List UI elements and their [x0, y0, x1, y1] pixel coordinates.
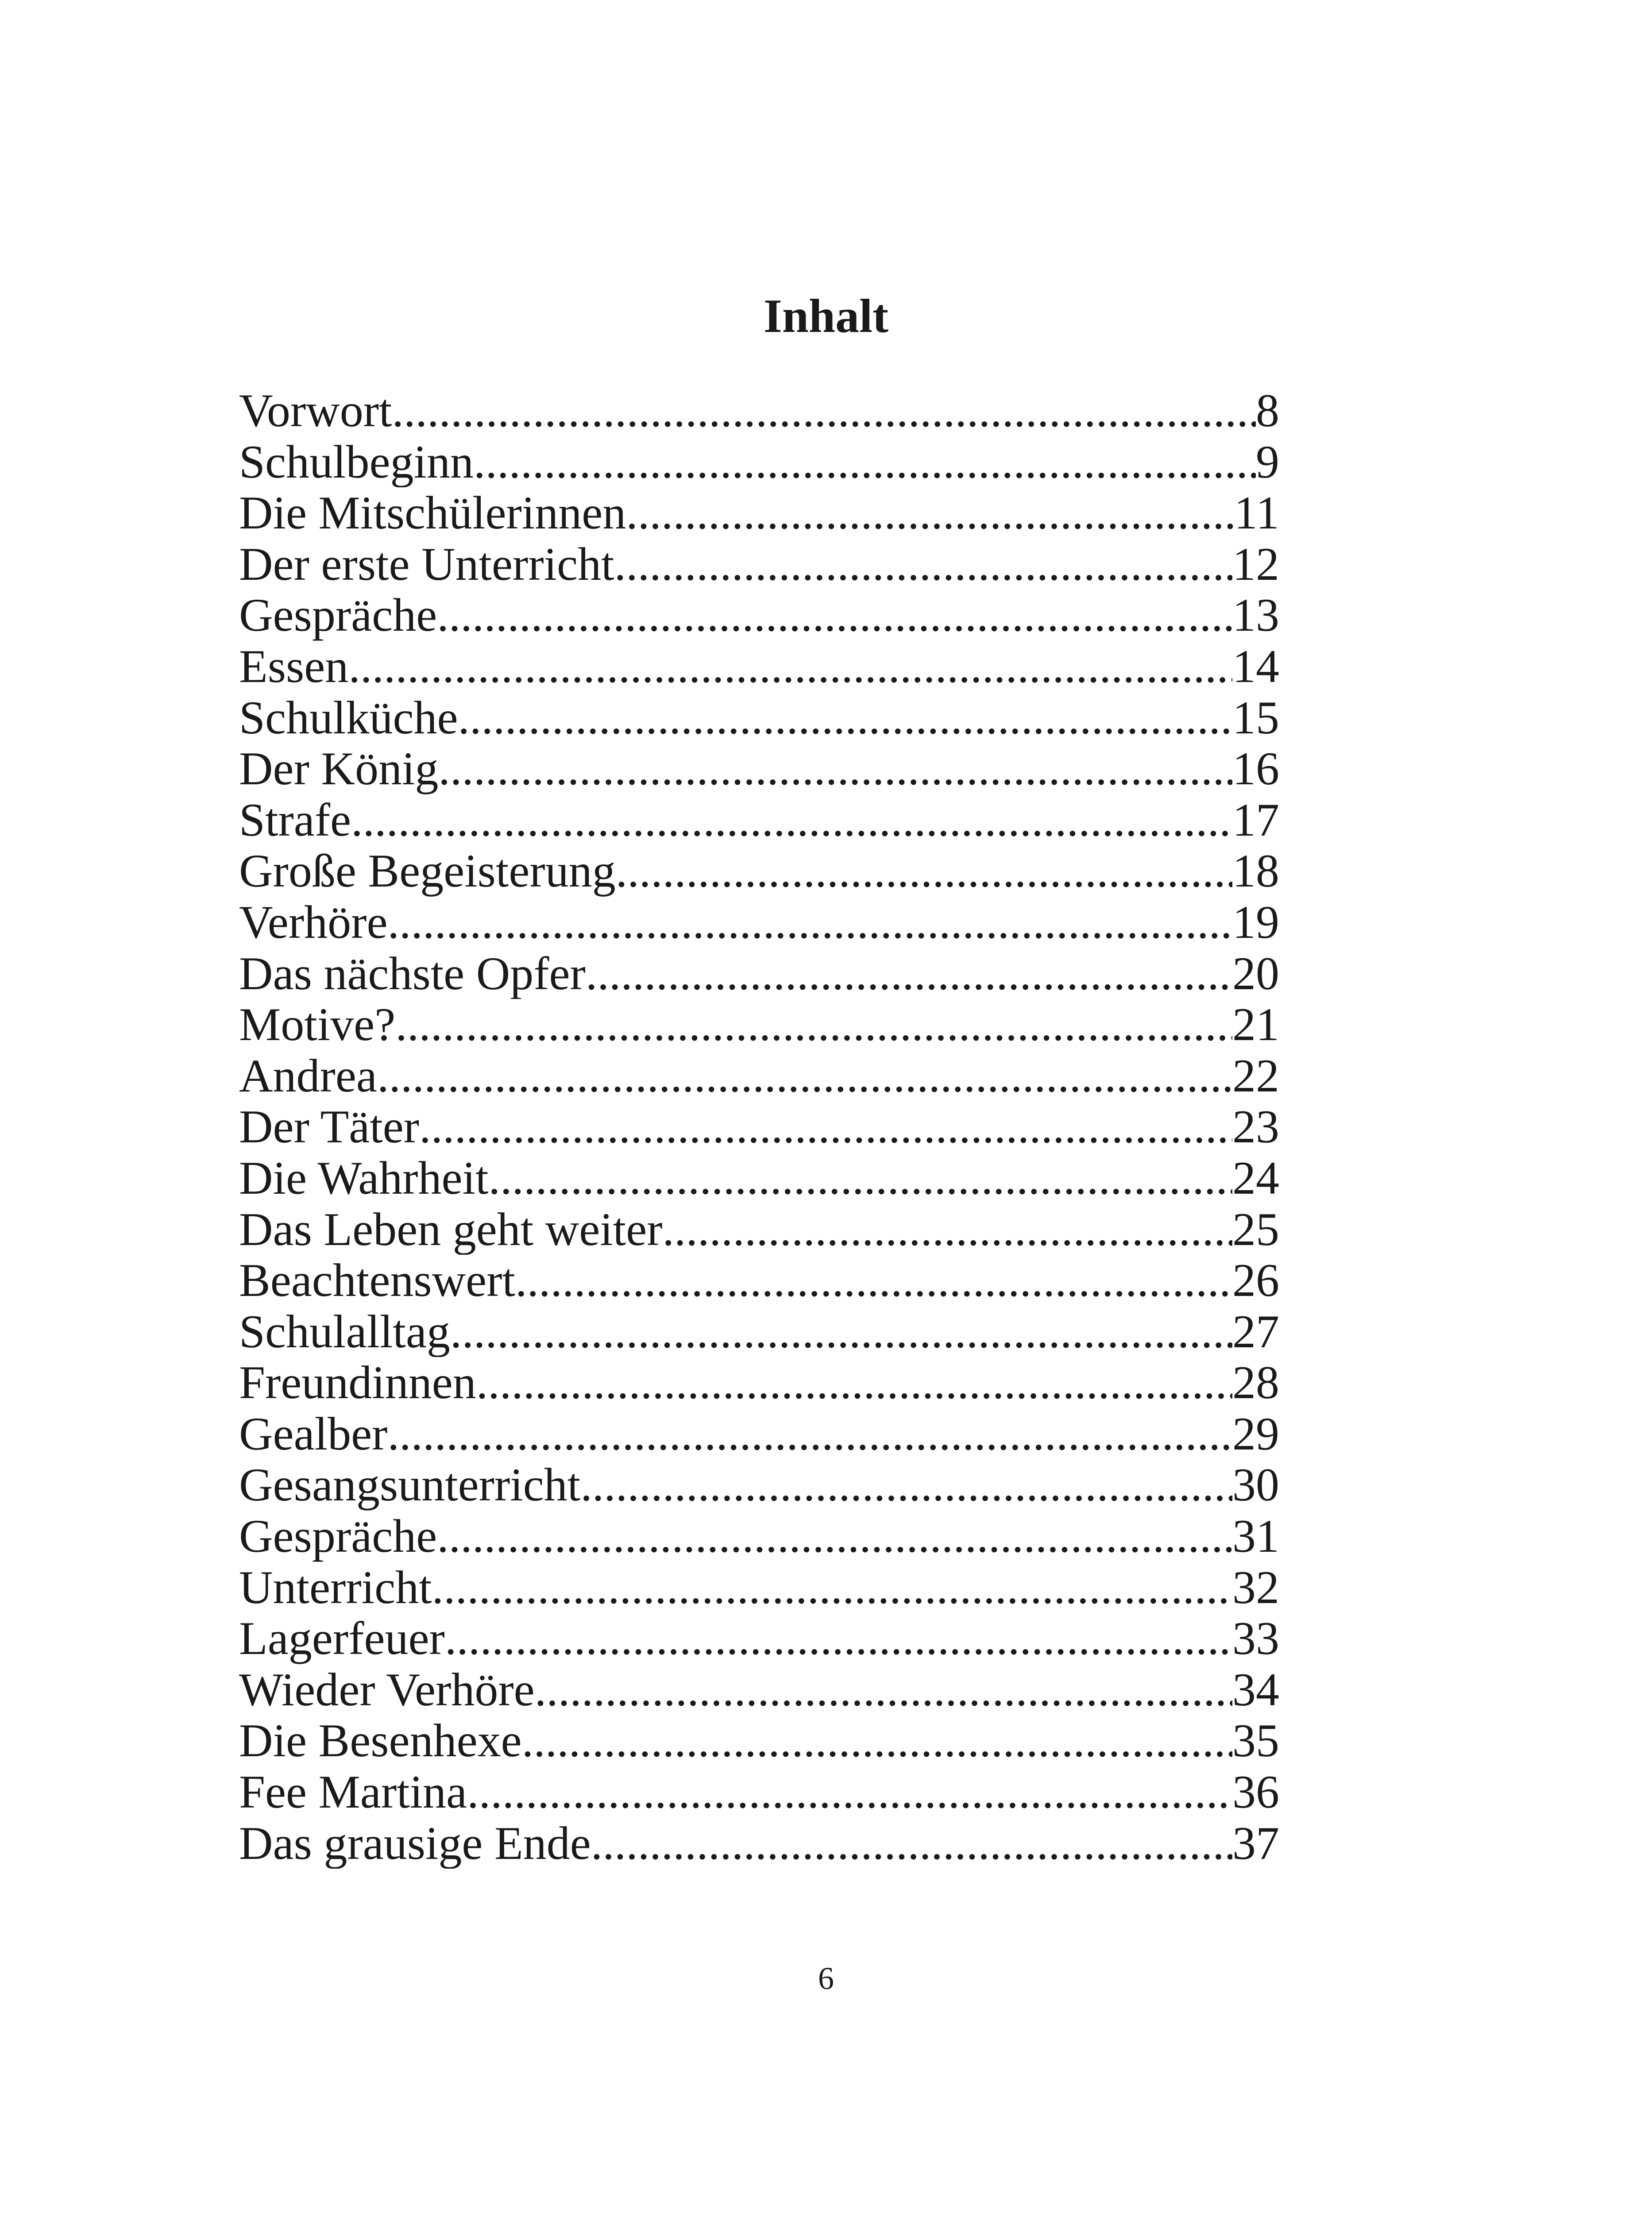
- toc-entry: [239, 641, 1279, 692]
- toc-dot-leader: [445, 1613, 1232, 1664]
- toc-dot-leader: [591, 1818, 1232, 1869]
- toc-entry-page: 13: [1232, 590, 1279, 641]
- toc-entry: [239, 999, 1279, 1050]
- toc-entry-page: 9: [1256, 436, 1279, 488]
- toc-dot-leader: [450, 1306, 1232, 1357]
- toc-entry-page: 33: [1232, 1613, 1279, 1664]
- toc-entry: [239, 487, 1279, 539]
- toc-entry-page: 23: [1232, 1101, 1279, 1153]
- toc-entry: [239, 436, 1279, 488]
- toc-entry: [239, 590, 1279, 641]
- toc-entry: [239, 1818, 1279, 1869]
- toc-entry-title: Gespräche: [239, 1511, 437, 1562]
- toc-entry-page: 16: [1232, 743, 1279, 794]
- toc-entry-page: 25: [1232, 1203, 1279, 1255]
- toc-dot-leader: [489, 1153, 1233, 1204]
- table-of-contents: [239, 385, 1279, 1869]
- toc-entry-title: Große Begeisterung: [239, 845, 616, 897]
- toc-entry-page: 14: [1232, 640, 1279, 692]
- toc-entry-page: 37: [1232, 1817, 1279, 1869]
- toc-entry: [239, 1408, 1279, 1460]
- toc-entry-page: 22: [1232, 1050, 1279, 1102]
- toc-entry: [239, 1306, 1279, 1357]
- toc-entry: [239, 1204, 1279, 1255]
- toc-entry-title: Beachtenswert: [239, 1255, 515, 1306]
- toc-entry: [239, 1357, 1279, 1408]
- toc-entry-title: Gespräche: [239, 590, 437, 641]
- toc-entry-title: Das Leben geht weiter: [239, 1203, 663, 1255]
- toc-entry: [239, 1153, 1279, 1204]
- toc-entry-title: Der erste Unterricht: [239, 538, 614, 590]
- toc-entry: [239, 1562, 1279, 1613]
- toc-dot-leader: [474, 436, 1256, 488]
- toc-dot-leader: [614, 539, 1232, 590]
- toc-entry: [239, 1050, 1279, 1102]
- page-title: Inhalt: [763, 290, 889, 343]
- toc-entry: [239, 1255, 1279, 1306]
- toc-entry-title: Fee Martina: [239, 1766, 467, 1818]
- toc-entry-title: Andrea: [239, 1050, 377, 1102]
- toc-entry: [239, 539, 1279, 590]
- page-number: 6: [818, 1961, 834, 1996]
- toc-entry-page: 8: [1256, 385, 1279, 436]
- toc-entry-title: Gesangsunterricht: [239, 1459, 581, 1511]
- toc-entry-title: Die Besenhexe: [239, 1715, 522, 1767]
- toc-entry: [239, 1664, 1279, 1716]
- toc-entry-title: Schulküche: [239, 692, 458, 744]
- toc-dot-leader: [395, 999, 1232, 1050]
- toc-dot-leader: [586, 948, 1232, 999]
- toc-entry: [239, 743, 1279, 794]
- toc-entry-title: Freundinnen: [239, 1357, 476, 1408]
- toc-entry-page: 28: [1232, 1357, 1279, 1408]
- toc-entry-page: 36: [1232, 1766, 1279, 1818]
- toc-entry-title: Die Wahrheit: [239, 1152, 489, 1204]
- toc-entry-page: 29: [1232, 1408, 1279, 1460]
- toc-entry-title: Wieder Verhöre: [239, 1664, 535, 1716]
- toc-entry-title: Der König: [239, 743, 439, 794]
- toc-entry-title: Das grausige Ende: [239, 1817, 591, 1869]
- toc-entry: [239, 794, 1279, 846]
- toc-dot-leader: [348, 641, 1232, 692]
- toc-dot-leader: [458, 692, 1232, 744]
- toc-dot-leader: [387, 1408, 1232, 1460]
- toc-entry: [239, 1766, 1279, 1818]
- toc-entry: [239, 897, 1279, 948]
- toc-entry-title: Lagerfeuer: [239, 1613, 445, 1664]
- toc-dot-leader: [388, 897, 1233, 948]
- toc-entry: [239, 1613, 1279, 1664]
- toc-entry-page: 26: [1232, 1255, 1279, 1306]
- toc-entry-title: Unterricht: [239, 1561, 432, 1613]
- toc-entry-title: Schulalltag: [239, 1306, 450, 1357]
- toc-entry-page: 24: [1232, 1152, 1279, 1204]
- toc-entry-page: 35: [1232, 1715, 1279, 1767]
- toc-dot-leader: [437, 1511, 1232, 1562]
- toc-entry-title: Vorwort: [239, 385, 392, 436]
- toc-dot-leader: [522, 1715, 1232, 1766]
- toc-dot-leader: [432, 1562, 1232, 1613]
- toc-entry-page: 17: [1232, 794, 1279, 846]
- toc-entry-page: 21: [1232, 999, 1279, 1050]
- toc-entry-title: Motive?: [239, 999, 396, 1050]
- toc-entry: [239, 1511, 1279, 1562]
- toc-entry-page: 15: [1232, 692, 1279, 744]
- toc-entry: [239, 385, 1279, 436]
- toc-dot-leader: [377, 1050, 1232, 1102]
- toc-entry-title: Schulbeginn: [239, 436, 474, 488]
- toc-entry-title: Das nächste Opfer: [239, 948, 586, 999]
- toc-entry: [239, 845, 1279, 897]
- toc-dot-leader: [419, 1101, 1232, 1153]
- toc-entry-title: Strafe: [239, 794, 351, 846]
- toc-entry: [239, 1459, 1279, 1511]
- toc-entry-page: 34: [1232, 1664, 1279, 1716]
- toc-dot-leader: [580, 1459, 1232, 1511]
- toc-entry-title: Verhöre: [239, 896, 388, 948]
- toc-entry: [239, 948, 1279, 999]
- toc-entry-title: Die Mitschülerinnen: [239, 487, 626, 539]
- toc-entry-page: 32: [1232, 1561, 1279, 1613]
- toc-entry-title: Der Täter: [239, 1101, 420, 1153]
- toc-entry-title: Gealber: [239, 1408, 388, 1460]
- toc-dot-leader: [515, 1255, 1232, 1306]
- toc-entry: [239, 692, 1279, 744]
- toc-entry-page: 27: [1232, 1306, 1279, 1357]
- toc-entry-page: 12: [1232, 538, 1279, 590]
- toc-dot-leader: [392, 385, 1256, 436]
- toc-entry-page: 20: [1232, 948, 1279, 999]
- toc-entry-page: 30: [1232, 1459, 1279, 1511]
- toc-dot-leader: [616, 845, 1232, 897]
- toc-dot-leader: [438, 743, 1232, 794]
- toc-dot-leader: [626, 487, 1234, 539]
- toc-entry-page: 19: [1232, 896, 1279, 948]
- toc-dot-leader: [351, 794, 1232, 846]
- toc-dot-leader: [467, 1766, 1232, 1818]
- toc-entry: [239, 1101, 1279, 1153]
- toc-dot-leader: [437, 590, 1232, 641]
- toc-dot-leader: [535, 1664, 1232, 1716]
- toc-entry-title: Essen: [239, 640, 349, 692]
- toc-entry: [239, 1715, 1279, 1766]
- toc-entry-page: 18: [1232, 845, 1279, 897]
- toc-dot-leader: [663, 1204, 1232, 1255]
- toc-entry-page: 11: [1234, 487, 1279, 539]
- toc-entry-page: 31: [1232, 1511, 1279, 1562]
- toc-dot-leader: [476, 1357, 1232, 1408]
